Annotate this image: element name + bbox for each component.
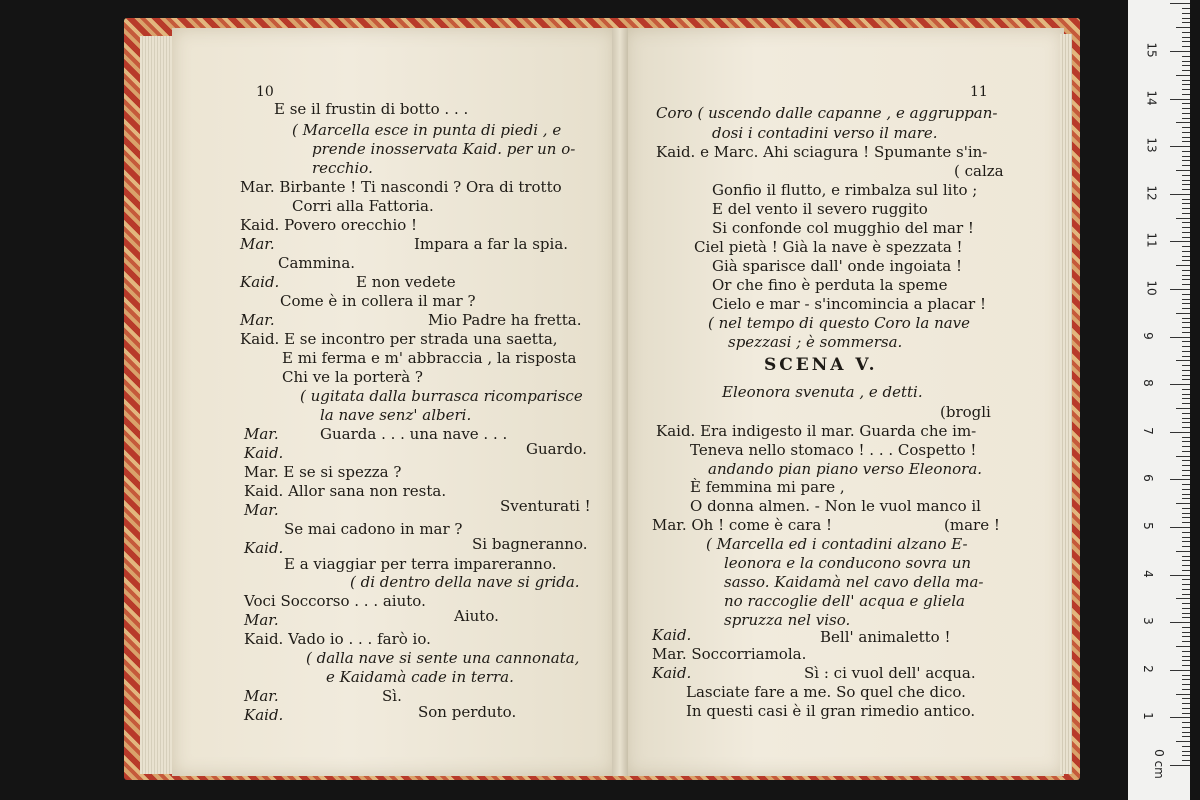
ruler-tick xyxy=(1170,622,1190,623)
ruler-tick xyxy=(1170,3,1190,4)
ruler-tick xyxy=(1182,246,1190,247)
left_page-text-line: Se mai cadono in mar ? xyxy=(284,520,463,538)
ruler-tick xyxy=(1170,717,1190,718)
ruler-tick xyxy=(1182,484,1190,485)
ruler-tick xyxy=(1182,613,1190,614)
ruler-tick xyxy=(1182,494,1190,495)
ruler-tick xyxy=(1176,694,1190,695)
page-stack-edge-right xyxy=(1060,34,1072,774)
ruler-tick xyxy=(1182,475,1190,476)
ruler-tick xyxy=(1182,232,1190,233)
ruler-tick xyxy=(1182,308,1190,309)
ruler-tick xyxy=(1182,370,1190,371)
ruler-tick xyxy=(1182,394,1190,395)
ruler-tick xyxy=(1182,517,1190,518)
right_page-text-line: Kaid. Era indigesto il mar. Guarda che im- xyxy=(656,422,977,440)
left_page-text-line: Kaid. xyxy=(244,444,284,462)
ruler-tick xyxy=(1182,41,1190,42)
ruler-label: 3 xyxy=(1140,617,1155,626)
right_page-text-line: Bell' animaletto ! xyxy=(820,628,951,646)
left_page-text-line: Son perduto. xyxy=(418,703,517,721)
ruler-tick xyxy=(1170,479,1190,480)
ruler-tick xyxy=(1182,413,1190,414)
left_page-text-line: E a viaggiar per terra impareranno. xyxy=(284,555,557,573)
ruler-tick xyxy=(1176,646,1190,647)
right_page-text-line: Mar. Soccorriamola. xyxy=(652,645,807,663)
left_page-text-line: Guardo. xyxy=(526,440,587,458)
ruler-tick xyxy=(1182,275,1190,276)
ruler-tick xyxy=(1182,332,1190,333)
right_page-text-line: sasso. Kaidamà nel cavo della ma- xyxy=(724,573,984,591)
right_page-text-line: andando pian piano verso Eleonora. xyxy=(708,460,983,478)
left_page-text-line: Voci Soccorso . . . aiuto. xyxy=(244,592,426,610)
left_page-text-line: ( di dentro della nave si grida. xyxy=(350,573,580,591)
left_page-text-line: E se il frustin di botto . . . xyxy=(274,100,469,118)
ruler-tick xyxy=(1182,251,1190,252)
right_page-text-line: Mar. Oh ! come è cara ! xyxy=(652,516,833,534)
left_page-text-line: Sventurati ! xyxy=(500,497,591,515)
ruler-tick xyxy=(1170,384,1190,385)
ruler-tick xyxy=(1182,237,1190,238)
ruler-tick xyxy=(1182,660,1190,661)
left_page-text-line: e Kaidamà cade in terra. xyxy=(326,668,514,686)
ruler-tick xyxy=(1182,227,1190,228)
ruler-tick xyxy=(1182,103,1190,104)
ruler-tick xyxy=(1182,165,1190,166)
ruler-tick xyxy=(1182,208,1190,209)
ruler-tick xyxy=(1182,684,1190,685)
left_page-text-line: Mio Padre ha fretta. xyxy=(428,311,582,329)
scene-heading: SCENA V. xyxy=(764,355,878,375)
left_page-text-line: Kaid. xyxy=(244,706,284,724)
ruler-tick xyxy=(1182,713,1190,714)
ruler-tick xyxy=(1182,594,1190,595)
right_page-text-line: Teneva nello stomaco ! . . . Cospetto ! xyxy=(690,441,977,459)
ruler-tick xyxy=(1176,456,1190,457)
left_page-text-line: Kaid. xyxy=(244,539,284,557)
ruler-tick xyxy=(1182,537,1190,538)
ruler-tick xyxy=(1182,108,1190,109)
ruler-tick xyxy=(1182,446,1190,447)
ruler-tick xyxy=(1182,441,1190,442)
ruler-label: 7 xyxy=(1140,426,1155,435)
right_page-text-line: In questi casi è il gran rimedio antico. xyxy=(686,702,976,720)
right_page-text-line: spruzza nel viso. xyxy=(724,611,851,629)
ruler-tick xyxy=(1182,199,1190,200)
ruler-label: 2 xyxy=(1140,664,1155,673)
ruler-tick xyxy=(1182,318,1190,319)
right_page-text-line: Kaid. xyxy=(652,626,692,644)
ruler-tick xyxy=(1182,679,1190,680)
right_page-text-line: spezzasi ; è sommersa. xyxy=(728,333,903,351)
right_page-text-line: Cielo e mar - s'incomincia a placar ! xyxy=(712,295,986,313)
ruler-tick xyxy=(1182,189,1190,190)
ruler-tick xyxy=(1182,746,1190,747)
ruler-tick xyxy=(1182,151,1190,152)
ruler-tick xyxy=(1182,260,1190,261)
ruler-tick xyxy=(1182,532,1190,533)
ruler-tick xyxy=(1182,132,1190,133)
ruler-tick xyxy=(1182,641,1190,642)
ruler-tick xyxy=(1182,632,1190,633)
right-page-number: 11 xyxy=(970,84,988,100)
left_page-text-line: Mar. E se si spezza ? xyxy=(244,463,402,481)
left_page-text-line: Kaid. Allor sana non resta. xyxy=(244,482,447,500)
ruler-tick xyxy=(1182,180,1190,181)
ruler-tick xyxy=(1176,265,1190,266)
ruler-label: 15 xyxy=(1144,42,1159,58)
ruler-label: 6 xyxy=(1140,474,1155,483)
ruler-tick xyxy=(1182,37,1190,38)
ruler-tick xyxy=(1170,527,1190,528)
ruler-tick xyxy=(1176,75,1190,76)
right_page-text-line: ( nel tempo di questo Coro la nave xyxy=(708,314,971,332)
ruler-tick xyxy=(1170,194,1190,195)
left_page-text-line: Cammina. xyxy=(278,254,356,272)
ruler-tick xyxy=(1170,670,1190,671)
ruler-tick xyxy=(1182,656,1190,657)
right_page-text-line: dosi i contadini verso il mare. xyxy=(712,124,938,142)
ruler-tick xyxy=(1182,8,1190,9)
ruler-tick xyxy=(1182,751,1190,752)
right_page-text-line: Coro ( uscendo dalle capanne , e aggruppan- xyxy=(656,104,998,122)
ruler-tick xyxy=(1170,337,1190,338)
ruler-tick xyxy=(1182,689,1190,690)
ruler-tick xyxy=(1182,513,1190,514)
ruler-label: 5 xyxy=(1140,522,1155,530)
right_page-text-line: (brogli xyxy=(940,403,991,421)
left_page-text-line: prende inosservata Kaid. per un o- xyxy=(312,140,576,158)
ruler-tick xyxy=(1182,94,1190,95)
ruler-tick xyxy=(1182,636,1190,637)
left_page-text-line: Kaid. xyxy=(240,273,280,291)
ruler-tick xyxy=(1182,736,1190,737)
ruler-tick xyxy=(1182,375,1190,376)
ruler-tick xyxy=(1182,570,1190,571)
ruler-tick xyxy=(1182,65,1190,66)
ruler-tick xyxy=(1182,437,1190,438)
left_page-text-line: Impara a far la spia. xyxy=(414,235,569,253)
ruler-tick xyxy=(1182,84,1190,85)
ruler-tick xyxy=(1182,617,1190,618)
ruler-tick xyxy=(1182,418,1190,419)
ruler-tick xyxy=(1182,80,1190,81)
ruler-tick xyxy=(1170,432,1190,433)
ruler-tick xyxy=(1182,541,1190,542)
right_page-text-line: Lasciate fare a me. So quel che dico. xyxy=(686,683,966,701)
ruler-tick xyxy=(1182,727,1190,728)
left_page-text-line: Mar. Birbante ! Ti nascondi ? Ora di trotto xyxy=(240,178,562,196)
ruler-tick xyxy=(1182,565,1190,566)
left_page-text-line: Come è in collera il mar ? xyxy=(280,292,476,310)
left_page-text-line: Mar. xyxy=(244,501,279,519)
left_page-text-line: ( ugitata dalla burrasca ricomparisce xyxy=(300,387,583,405)
ruler-tick xyxy=(1182,365,1190,366)
right_page-text-line: no raccoglie dell' acqua e gliela xyxy=(724,592,965,610)
ruler-label: 9 xyxy=(1140,331,1155,340)
ruler-tick xyxy=(1182,427,1190,428)
ruler-tick xyxy=(1170,241,1190,242)
ruler-tick xyxy=(1182,755,1190,756)
ruler-tick xyxy=(1182,560,1190,561)
ruler-label: 1 xyxy=(1140,712,1155,721)
ruler-tick xyxy=(1182,698,1190,699)
page-stack-edge-left xyxy=(140,36,174,774)
ruler-tick xyxy=(1182,13,1190,14)
ruler-tick xyxy=(1182,327,1190,328)
ruler-tick xyxy=(1176,551,1190,552)
left-page-number: 10 xyxy=(256,84,274,100)
ruler-tick xyxy=(1170,146,1190,147)
ruler-tick xyxy=(1182,18,1190,19)
ruler-tick xyxy=(1182,708,1190,709)
ruler-label: 0 cm xyxy=(1151,749,1166,779)
left_page-text-line: recchio. xyxy=(312,159,373,177)
ruler-tick xyxy=(1182,460,1190,461)
right_page-text-line: ( Marcella ed i contadini alzano E- xyxy=(706,535,968,553)
book-gutter xyxy=(612,28,628,776)
ruler-tick xyxy=(1182,141,1190,142)
ruler-tick xyxy=(1182,703,1190,704)
ruler-tick xyxy=(1182,113,1190,114)
ruler-tick xyxy=(1182,351,1190,352)
ruler-tick xyxy=(1182,608,1190,609)
right_page-text-line: E del vento il severo ruggito xyxy=(712,200,928,218)
ruler-tick xyxy=(1182,403,1190,404)
left_page-text-line: E mi ferma e m' abbraccia , la risposta xyxy=(282,349,577,367)
ruler-tick xyxy=(1182,156,1190,157)
left_page-text-line: Aiuto. xyxy=(454,607,499,625)
ruler-tick xyxy=(1182,46,1190,47)
ruler-tick xyxy=(1182,603,1190,604)
ruler-tick xyxy=(1182,556,1190,557)
ruler-tick xyxy=(1170,99,1190,100)
ruler-tick xyxy=(1176,170,1190,171)
ruler-tick xyxy=(1182,732,1190,733)
ruler-tick xyxy=(1182,56,1190,57)
right_page-text-line: Eleonora svenuta , e detti. xyxy=(722,383,923,401)
ruler-tick xyxy=(1182,294,1190,295)
right_page-text-line: Ciel pietà ! Già la nave è spezzata ! xyxy=(694,238,963,256)
ruler-tick xyxy=(1176,741,1190,742)
ruler-tick xyxy=(1170,765,1190,766)
right_page-text-line: leonora e la conducono sovra un xyxy=(724,554,972,572)
left_page-text-line: Mar. xyxy=(240,235,275,253)
ruler-tick xyxy=(1182,356,1190,357)
left_page-text-line: Kaid. Vado io . . . farò io. xyxy=(244,630,431,648)
ruler-label: 13 xyxy=(1144,137,1159,153)
ruler-tick xyxy=(1182,760,1190,761)
left_page-text-line: ( Marcella esce in punta di piedi , e xyxy=(292,121,562,139)
ruler-tick xyxy=(1182,118,1190,119)
ruler-tick xyxy=(1176,218,1190,219)
left_page-text-line: Guarda . . . una nave . . . xyxy=(320,425,508,443)
ruler-label: 4 xyxy=(1140,569,1155,578)
ruler-tick xyxy=(1182,389,1190,390)
ruler-tick xyxy=(1182,341,1190,342)
left_page-text-line: Mar. xyxy=(240,311,275,329)
ruler-tick xyxy=(1182,465,1190,466)
ruler-tick xyxy=(1182,32,1190,33)
ruler-tick xyxy=(1182,651,1190,652)
ruler-label: 14 xyxy=(1144,89,1159,106)
ruler-tick xyxy=(1182,522,1190,523)
ruler-tick xyxy=(1182,451,1190,452)
ruler-tick xyxy=(1176,408,1190,409)
ruler-tick xyxy=(1182,379,1190,380)
ruler-tick xyxy=(1170,51,1190,52)
ruler-tick xyxy=(1176,313,1190,314)
left_page-text-line: Sì. xyxy=(382,687,402,705)
ruler-tick xyxy=(1182,137,1190,138)
ruler-tick xyxy=(1176,598,1190,599)
ruler-tick xyxy=(1182,279,1190,280)
right_page-text-line: Già sparisce dall' onde ingoiata ! xyxy=(712,257,963,275)
ruler-tick xyxy=(1182,299,1190,300)
ruler-tick xyxy=(1182,175,1190,176)
ruler-tick xyxy=(1182,675,1190,676)
ruler-tick xyxy=(1182,589,1190,590)
ruler-tick xyxy=(1182,127,1190,128)
right_page-text-line: O donna almen. - Non le vuol manco il xyxy=(690,497,981,515)
ruler-tick xyxy=(1182,627,1190,628)
right_page-text-line: È femmina mi pare , xyxy=(690,478,845,496)
ruler-tick xyxy=(1182,256,1190,257)
left_page-text-line: ( dalla nave si sente una cannonata, xyxy=(306,649,580,667)
ruler-tick xyxy=(1182,665,1190,666)
ruler-tick xyxy=(1176,122,1190,123)
ruler-tick xyxy=(1182,584,1190,585)
left_page-text-line: la nave senz' alberi. xyxy=(320,406,472,424)
left_page-text-line: Si bagneranno. xyxy=(472,535,588,553)
ruler-tick xyxy=(1182,89,1190,90)
ruler-tick xyxy=(1182,22,1190,23)
right_page-text-line: ( calza xyxy=(954,162,1004,180)
ruler-label: 12 xyxy=(1144,185,1159,201)
ruler-tick xyxy=(1182,398,1190,399)
ruler-tick xyxy=(1182,160,1190,161)
ruler-label: 11 xyxy=(1144,232,1159,249)
ruler-tick xyxy=(1182,322,1190,323)
ruler-tick xyxy=(1182,303,1190,304)
right_page-text-line: Si confonde col mugghio del mar ! xyxy=(712,219,974,237)
ruler-tick xyxy=(1182,498,1190,499)
right_page-text-line: Kaid. xyxy=(652,664,692,682)
ruler-tick xyxy=(1182,61,1190,62)
ruler-tick xyxy=(1182,489,1190,490)
ruler-tick xyxy=(1170,289,1190,290)
ruler-label: 10 xyxy=(1144,280,1159,296)
right_page-text-line: (mare ! xyxy=(944,516,1000,534)
left_page-text-line: Kaid. Povero orecchio ! xyxy=(240,216,418,234)
ruler-tick xyxy=(1182,508,1190,509)
right_page-text-line: Or che fino è perduta la speme xyxy=(712,276,948,294)
right_page-text-line: Sì : ci vuol dell' acqua. xyxy=(804,664,976,682)
ruler-tick xyxy=(1182,270,1190,271)
left_page-text-line: Corri alla Fattoria. xyxy=(292,197,434,215)
ruler-tick xyxy=(1182,213,1190,214)
measurement-ruler xyxy=(1128,0,1190,800)
ruler-tick xyxy=(1182,203,1190,204)
ruler-tick xyxy=(1182,470,1190,471)
right_page-text-line: Kaid. e Marc. Ahi sciagura ! Spumante s'in- xyxy=(656,143,988,161)
left_page-text-line: Chi ve la porterà ? xyxy=(282,368,423,386)
left_page-text-line: Mar. xyxy=(244,425,279,443)
ruler-tick xyxy=(1182,546,1190,547)
ruler-tick xyxy=(1182,184,1190,185)
ruler-tick xyxy=(1182,346,1190,347)
left_page-text-line: Mar. xyxy=(244,611,279,629)
ruler-tick xyxy=(1182,722,1190,723)
ruler-tick xyxy=(1170,575,1190,576)
ruler-tick xyxy=(1182,579,1190,580)
ruler-tick xyxy=(1176,503,1190,504)
left_page-text-line: E non vedete xyxy=(356,273,456,291)
left_page-text-line: Kaid. E se incontro per strada una saetta, xyxy=(240,330,558,348)
ruler-tick xyxy=(1182,284,1190,285)
ruler-tick xyxy=(1182,422,1190,423)
ruler-tick xyxy=(1176,360,1190,361)
ruler-tick xyxy=(1182,70,1190,71)
ruler-label: 8 xyxy=(1140,379,1155,388)
ruler-tick xyxy=(1182,222,1190,223)
ruler-tick xyxy=(1176,27,1190,28)
right_page-text-line: Gonfio il flutto, e rimbalza sul lito ; xyxy=(712,181,978,199)
left_page-text-line: Mar. xyxy=(244,687,279,705)
